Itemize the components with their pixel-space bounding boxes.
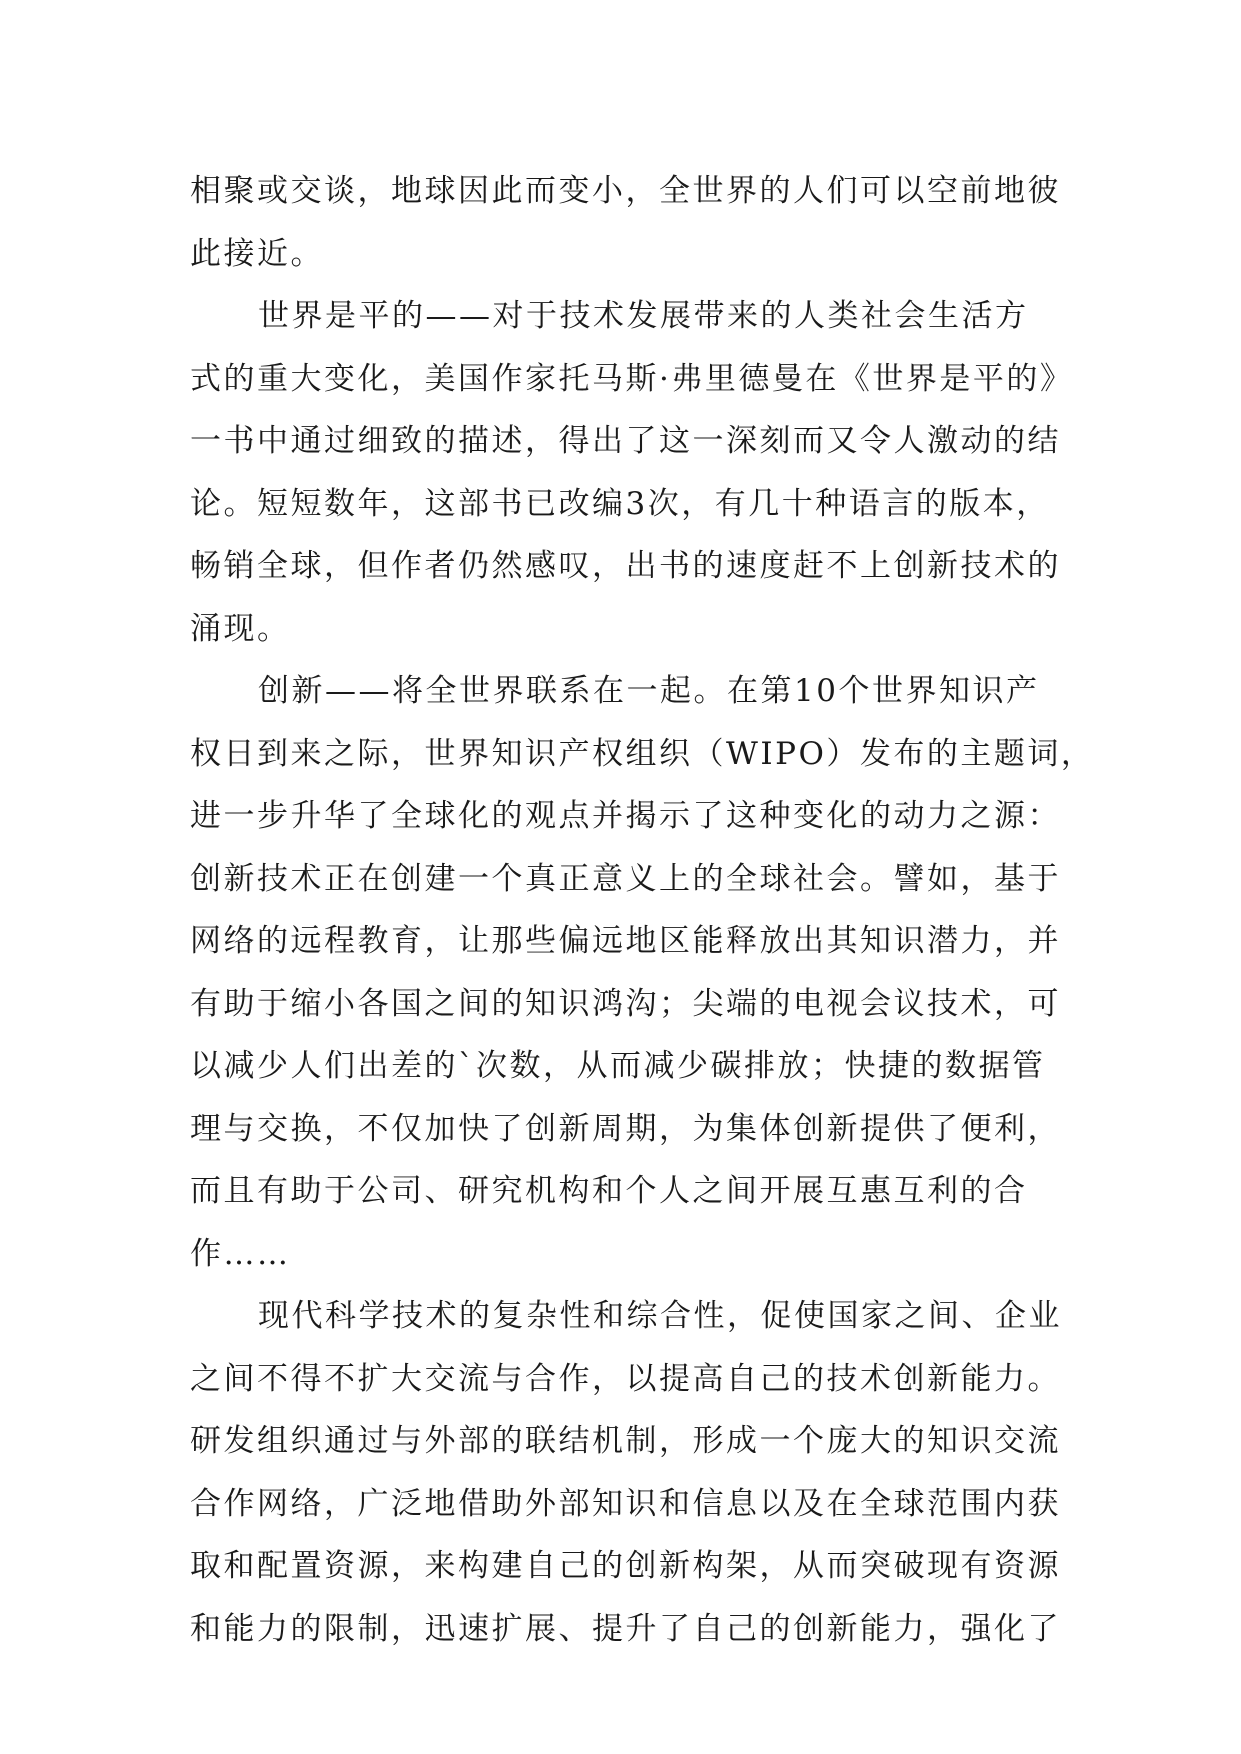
text-line: 现代科学技术的复杂性和综合性，促使国家之间、企业 [258,1298,1062,1334]
text-line: 世界是平的——对于技术发展带来的人类社会生活方 [258,298,1029,334]
text-line: 合作网络，广泛地借助外部知识和信息以及在全球范围内获 [190,1485,1061,1522]
paragraph [190,1285,1062,1660]
text-line: 作…… [190,1235,291,1272]
text-line: 式的重大变化，美国作家托马斯·弗里德曼在《世界是平的》 [190,360,1074,397]
text-line: 和能力的限制，迅速扩展、提升了自己的创新能力，强化了 [190,1610,1061,1647]
text-line: 权日到来之际，世界知识产权组织（WIPO）发布的主题词， [190,735,1095,772]
text-line: 一书中通过细致的描述，得出了这一深刻而又令人激动的结 [190,423,1061,459]
text-line: 创新——将全世界联系在一起。在第10个世界知识产 [258,673,1040,709]
text-line: 论。短短数年，这部书已改编3次，有几十种语言的版本， [190,485,1050,522]
text-line: 而且有助于公司、研究机构和个人之间开展互惠互利的合 [190,1173,1028,1209]
text-line: 创新技术正在创建一个真正意义上的全球社会。譬如，基于 [190,860,1061,897]
text-line: 取和配置资源，来构建自己的创新构架，从而突破现有资源 [190,1548,1061,1584]
text-line: 理与交换，不仅加快了创新周期，为集体创新提供了便利， [190,1110,1061,1147]
paragraph [190,285,1074,660]
paragraph [190,160,1061,285]
text-line: 相聚或交谈，地球因此而变小，全世界的人们可以空前地彼 [190,173,1061,209]
text-line: 涌现。 [190,610,291,647]
text-line: 有助于缩小各国之间的知识鸿沟；尖端的电视会议技术，可 [190,985,1061,1022]
text-line: 此接近。 [190,235,324,272]
body-text [190,160,1095,1660]
text-line: 网络的远程教育，让那些偏远地区能释放出其知识潜力，并 [190,923,1061,959]
text-line: 畅销全球，但作者仍然感叹，出书的速度赶不上创新技术的 [190,548,1061,584]
text-line: 进一步升华了全球化的观点并揭示了这种变化的动力之源： [190,798,1061,834]
text-line: 研发组织通过与外部的联结机制，形成一个庞大的知识交流 [190,1423,1061,1459]
paragraph [190,660,1095,1285]
text-line: 之间不得不扩大交流与合作，以提高自己的技术创新能力。 [190,1360,1061,1397]
text-line: 以减少人们出差的`次数，从而减少碳排放；快捷的数据管 [190,1048,1046,1084]
